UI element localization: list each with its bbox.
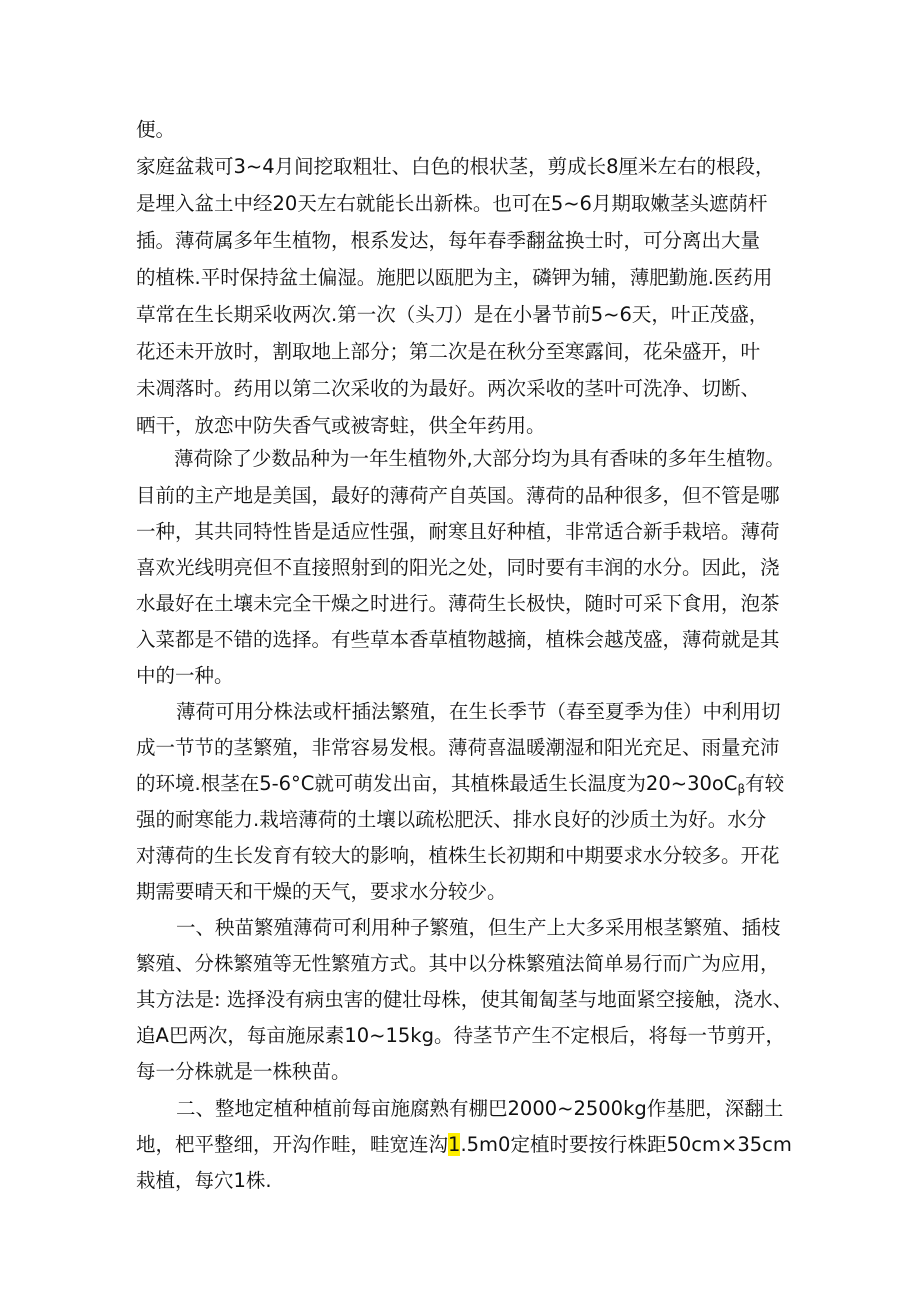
text-line: 未凋落时。药用以第二次采收的为最好。两次采收的茎叶可洗净、切断、 [136,377,761,400]
text-line: 每一分株就是一株秧苗。 [136,1060,351,1083]
text-line: 目前的主产地是美国，最好的薄荷产自英国。薄荷的品种很多，但不管是哪 [136,484,780,507]
text-segment: 的环境.根茎在5-6°C就可萌发出亩，其植株最适生长温度为20~30oC [136,772,738,795]
text-line: 插。薄荷属多年生植物，根系发达，每年春季翻盆换士时，可分离出大量 [136,229,761,252]
text-line: 强的耐寒能力.栽培薄荷的土壤以疏松肥沃、排水良好的沙质土为好。水分 [136,808,767,831]
text-line: 追A巴两次，每亩施尿素10~15kg。待茎节产生不定根后，将每一节剪开， [136,1024,785,1047]
text-line: 栽植，每穴1株. [136,1169,272,1192]
text-line: 薄荷除了少数品种为一年生植物外,大部分均为具有香味的多年生植物。 [174,447,785,470]
text-line: 便。 [136,118,176,141]
text-line: 家庭盆栽可3~4月间挖取粗壮、白色的根状茎，剪成长8厘米左右的根段， [136,155,775,178]
text-line: 一、秧苗繁殖薄荷可利用种子繁殖，但生产上大多采用根茎繁殖、插枝 [176,916,781,939]
text-line: 薄荷可用分株法或杆插法繁殖，在生长季节（春至夏季为佳）中利用切 [176,700,781,723]
text-line: 花还未开放时，割取地上部分；第二次是在秋分至寒露间，花朵盛开，叶 [136,340,761,363]
text-line: 晒干，放恋中防失香气或被寄蛀，供全年药用。 [136,414,546,437]
text-segment: .5m0定植时要按行株距50cm×35cm [460,1133,792,1156]
text-line: 对薄荷的生长发育有较大的影响，植株生长初期和中期要求水分较多。开花 [136,844,780,867]
text-segment: 有较 [745,772,785,795]
text-segment: 地，杷平整细，开沟作畦，畦宽连沟 [136,1133,449,1156]
text-line: 入菜都是不错的选择。有些草本香草植物越摘，植株会越茂盛，薄荷就是其 [136,628,780,651]
text-line: 喜欢光线明亮但不直接照射到的阳光之处，同时要有丰润的水分。因此，浇 [136,556,780,579]
text-line: 水最好在土壤未完全干燥之时进行。薄荷生长极快，随时可采下食用，泡茶 [136,592,780,615]
text-line: 成一节节的茎繁殖，非常容易发根。薄荷喜温暖潮湿和阳光充足、雨量充沛 [136,736,780,759]
text-line: 的植株.平时保持盆土偏湿。施肥以瓯肥为主，磷钾为辅，薄肥勤施.医药用 [136,266,773,289]
text-line [136,769,796,799]
text-line: 期需要晴天和干燥的天气，要求水分较少。 [136,880,507,903]
subscript-glyph: β [737,782,746,796]
text-line: 二、整地定植种植前每亩施腐熟有棚巴2000~2500kg作基肥，深翻土 [176,1097,784,1120]
text-line: 其方法是: 选择没有病虫害的健壮母株，使其匍匐茎与地面紧空接触，浇水、 [136,988,793,1011]
text-line: 草常在生长期采收两次.第一次（头刀）是在小暑节前5~6天，叶正茂盛， [136,303,769,326]
text-line: 繁殖、分株繁殖等无性繁殖方式。其中以分株繁殖法简单易行而广为应用， [136,952,780,975]
highlighted-text: 1 [448,1133,461,1156]
text-line: 是埋入盆土中经20天左右就能长出新株。也可在5~6月期取嫩茎头遮荫杆 [136,192,768,215]
text-line: 一种，其共同特性皆是适应性强，耐寒且好种植，非常适合新手栽培。薄荷 [136,520,780,543]
text-line: 中的一种。 [136,664,234,687]
text-line [136,1130,796,1160]
